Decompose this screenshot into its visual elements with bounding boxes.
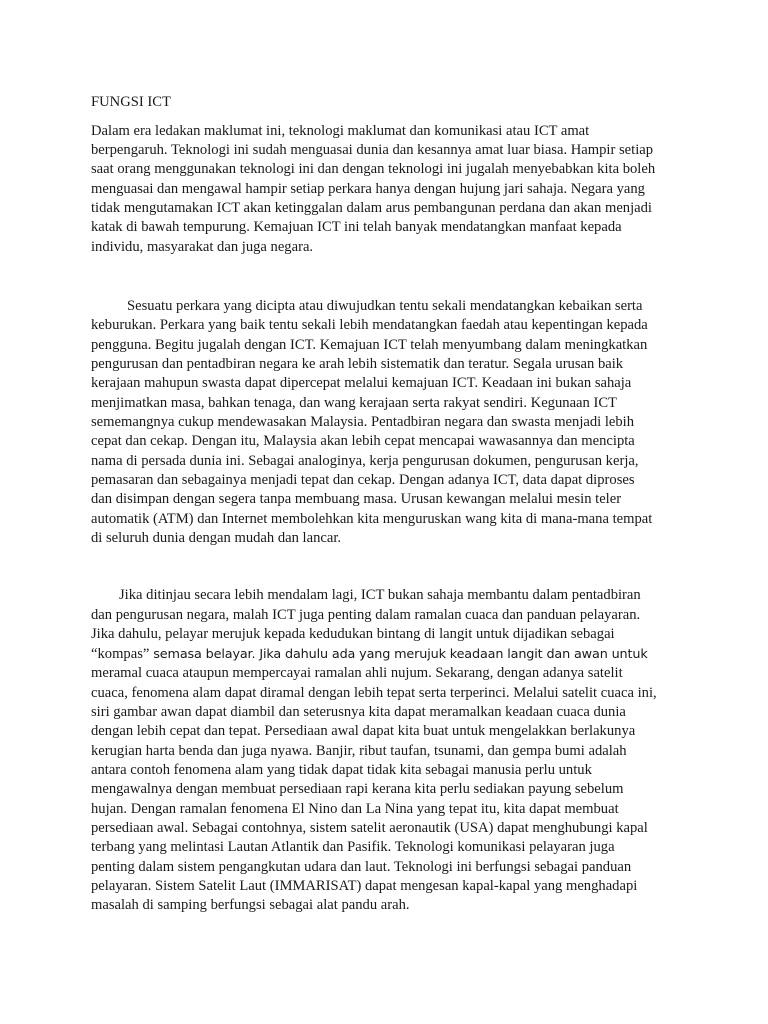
p2-line-5: kerajaan mahupun swasta dapat dipercepat melalui kemajuan ICT. Keadaan ini bukan sahaja [91, 375, 632, 391]
p3-line-8: dengan lebih cepat dan tepat. Persediaan awal dapat kita buat untuk mengelakkan berlakunya [91, 723, 636, 739]
p3-line-16: pelayaran. Sistem Satelit Laut (IMMARISAT) dapat mengesan kapal-kapal yang menghadapi [91, 878, 638, 894]
p3-line-14: terbang yang melintasi Lautan Atlantik dan Pasifik. Teknologi komunikasi pelayaran juga [91, 839, 615, 855]
p2-line-8: cepat dan cekap. Dengan itu, Malaysia akan lebih cepat mencapai wawasannya dan mencipta [91, 433, 635, 449]
p1-line-7: individu, masyarakat dan juga negara. [91, 239, 314, 255]
p3-line-13: persediaan awal. Sebagai contohnya, sistem satelit aeronautik (USA) dapat menghubungi kapal [91, 820, 648, 836]
p1-line-2: berpengaruh. Teknologi ini sudah menguasai dunia dan kesannya amat luar biasa. Hampir setiap [91, 142, 654, 158]
p2-line-3: pengguna. Begitu jugalah dengan ICT. Kemajuan ICT telah menyumbang dalam meningkatkan [91, 337, 648, 353]
p1-line-5: tidak mengutamakan ICT akan ketinggalan dalam arus pembangunan perdana dan akan menjadi [91, 200, 652, 216]
document-title: FUNGSI ICT [91, 94, 171, 110]
p3-line-4 [91, 645, 648, 664]
p2-line-9: nama di persada dunia ini. Sebagai analoginya, kerja pengurusan dokumen, pengurusan kerja, [91, 453, 639, 469]
p3-line-10: antara contoh fenomena alam yang tidak dapat tidak kita sebagai manusia perlu untuk [91, 762, 592, 778]
p3-line-5: meramal cuaca ataupun mempercayai ramalan ahli nujum. Sekarang, dengan adanya satelit [91, 665, 623, 681]
p3-line-1: Jika ditinjau secara lebih mendalam lagi, ICT bukan sahaja membantu dalam pentadbiran [119, 587, 641, 603]
p2-line-1: Sesuatu perkara yang dicipta atau diwujudkan tentu sekali mendatangkan kebaikan serta [127, 298, 643, 314]
p3-line-3: Jika dahulu, pelayar merujuk kepada kedudukan bintang di langit untuk dijadikan sebagai [91, 626, 615, 642]
p1-line-4: menguasai dan mengawal hampir setiap perkara hanya dengan hujung jari sahaja. Negara yang [91, 181, 645, 197]
p2-line-11: dan disimpan dengan segera tanpa membuang masa. Urusan kewangan melalui mesin teler [91, 491, 622, 507]
p3-line-12: hujan. Dengan ramalan fenomena El Nino dan La Nina yang tepat itu, kita dapat membuat [91, 801, 619, 817]
p2-line-2: keburukan. Perkara yang baik tentu sekali lebih mendatangkan faedah atau kepentingan kepada [91, 317, 648, 333]
p1-line-1: Dalam era ledakan maklumat ini, teknologi maklumat dan komunikasi atau ICT amat [91, 123, 590, 139]
p3-line-7: siri gambar awan dapat diambil dan seterusnya kita dapat meramalkan keadaan cuaca dunia [91, 704, 626, 720]
sans-fragment: semasa belayar. Jika dahulu ada yang merujuk keadaan langit dan awan untuk [149, 647, 648, 662]
p2-line-7: sememangnya cukup mendewasakan Malaysia. Pentadbiran negara dan swasta menjadi lebih [91, 414, 635, 430]
p3-line-2: dan pengurusan negara, malah ICT juga penting dalam ramalan cuaca dan panduan pelayaran. [91, 607, 641, 623]
p3-line-17: masalah di samping berfungsi sebagai alat pandu arah. [91, 897, 410, 913]
p1-line-3: saat orang menggunakan teknologi ini dan dengan teknologi ini jugalah menyebabkan kita boleh [91, 161, 656, 177]
p2-line-10: pemasaran dan sebagainya menjadi tepat dan cekap. Dengan adanya ICT, data dapat diproses [91, 472, 635, 488]
p2-line-12: automatik (ATM) dan Internet membolehkan kita menguruskan wang kita di mana-mana tempat [91, 511, 653, 527]
kompas-quote: “kompas” [91, 646, 150, 662]
p2-line-13: di seluruh dunia dengan mudah dan lancar. [91, 530, 342, 546]
p3-line-15: penting dalam sistem pengangkutan udara dan laut. Teknologi ini berfungsi sebagai panduan [91, 859, 632, 875]
p3-line-11: mengawalnya dengan membuat persediaan rapi kerana kita perlu sediakan payung sebelum [91, 781, 624, 797]
p2-line-4: pengurusan dan pentadbiran negara ke arah lebih sistematik dan teratur. Segala urusan baik [91, 356, 624, 372]
p3-line-6: cuaca, fenomena alam dapat diramal dengan lebih tepat serta terperinci. Melalui satelit cuaca ini, [91, 685, 657, 701]
p1-line-6: katak di bawah tempurung. Kemajuan ICT ini telah banyak mendatangkan manfaat kepada [91, 219, 622, 235]
p2-line-6: menjimatkan masa, bahkan tenaga, dan wang kerajaan serta rakyat sendiri. Kegunaan ICT [91, 395, 617, 411]
p3-line-9: kerugian harta benda dan juga nyawa. Banjir, ribut taufan, tsunami, dan gempa bumi adalah [91, 743, 627, 759]
